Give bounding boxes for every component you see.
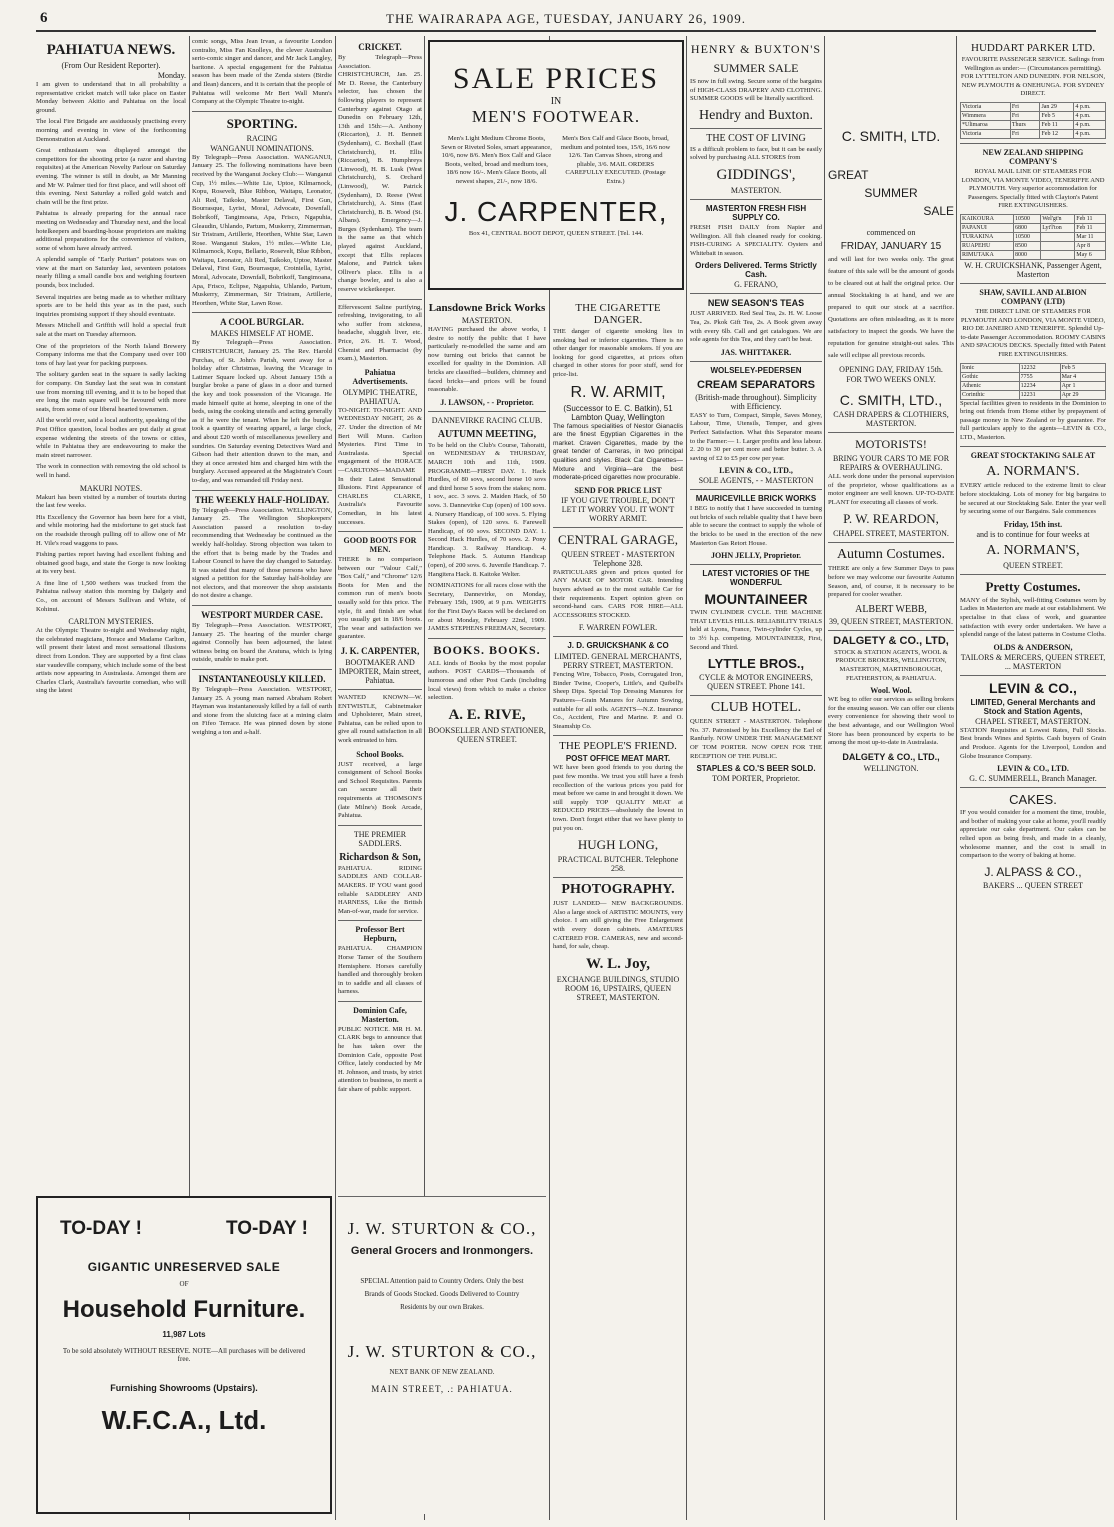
fish-orders: Orders Delivered. Terms Strictly Cash.	[695, 261, 817, 280]
news-paragraph: Messrs Mitchell and Griffith will hold a special fruit sale at the mart on Tuesday afternoon.	[36, 322, 186, 339]
column-4	[428, 298, 546, 1148]
makuri-paragraph: Fishing parties report having had excellent fishing and obtained good bags, and state the Gorge is now looking at its very best.	[36, 551, 186, 576]
dalgety-subtitle: STOCK & STATION AGENTS, WOOL & PRODUCE BROKERS, WELLINGTON, MASTERTON, MARTINBOROUGH, FEATHERSTON, & PAHIATUA.	[834, 648, 948, 682]
table-cell: 10500	[1013, 232, 1040, 241]
post-office-body: WE have been good friends to you during the past few months. We trust you still have a fresh recollection of the various prices you paid for meat before we came in and brought it down. We still supply TOP QUALITY MEAT at REDUCED PRICES—absolutely the lowest in town. Don't forget either that we have plenty to put you on.	[553, 764, 683, 832]
cakes-heading: CAKES.	[1009, 792, 1057, 808]
club-hotel-heading: CLUB HOTEL.	[710, 700, 802, 716]
column-3	[338, 38, 422, 1188]
summer-sale-heading: SUMMER SALE	[713, 61, 799, 75]
wanganui-heading: WANGANUI NOMINATIONS.	[210, 143, 314, 153]
gruickshank-name: J. D. GRUICKSHANK & CO	[567, 641, 669, 651]
sturton-body: SPECIAL Attention paid to Country Orders. Only the best Brands of Goods Stocked. Goods Delivered to Country Residents by our own Brakes.	[360, 1277, 524, 1311]
advertisements-heading: Pahiatua Advertisements.	[352, 367, 408, 386]
news-paragraph: The solitary garden seat in the square is sadly lacking for company. On Sunday last the seat was in constant use from morning till evening, and it is to be hoped that ere long the main square will be favoured with more seats, from some of our liberal hearted townsmen.	[36, 371, 186, 413]
column-rule	[686, 36, 687, 1520]
lyttle-subtitle: CYCLE & MOTOR ENGINEERS, QUEEN STREET. Phone 141.	[699, 673, 813, 692]
shaw-savill-heading: SHAW, SAVILL AND ALBION COMPANY (LTD)	[979, 287, 1087, 306]
joy-name: W. L. Joy,	[585, 955, 651, 972]
table-cell: Feb 5	[1040, 111, 1074, 120]
carlton-paragraph: At the Olympic Theatre to-night and Wednesday night, the celebrated magicians, Horace and Madame Carlton, will present their latest and most sensational illusions direct from London. They are supported by a first class star vaudeville company, which include some of the best artists now appearing in Australasia. Amongst them are Charles Clark, Australia's favourite comedian, who will sing the latest	[36, 627, 186, 695]
wfca-name: W.F.C.A., Ltd.	[101, 1405, 267, 1435]
good-boots-heading: GOOD BOOTS FOR MEN.	[343, 536, 417, 555]
today-right: TO-DAY !	[225, 1218, 308, 1239]
cricket-body: By Telegraph—Press Association. CHRISTCHURCH, Jan. 25. Mr D. Reese, the Canterbury selector, has chosen the following players to represent Canterbury against Otago at Dunedin on February 12th, 13th and 15th:—A. Anthony (Riccarton), J. H. Bennett (Sydenham), C. Boxhall (East Christchurch), H. Ellis (Riccarton), B. Humphreys (Linwood), H. B. Lusk (West Christchurch), S. Orchard (Linwood), W. Patrick (Sydenham), D. Reese (West Christchurch), A. Sims (East Christchurch), B. B. Wood (St. Albans). Emergency—J. Burges (Sydenham). The team is the same as that which played against Auckland, except that Ellis replaces Malone, and Patrick takes Olliver's place. Ellis is a change bowler, and is also a reserve wicketkeeper.	[338, 54, 422, 294]
news-paragraph: A splendid sample of "Early Puritan" potatoes was on view at the mart on Saturday last, seventeen potatoes nearly filling a small candle box and weighing fourteen pounds, box included.	[36, 256, 186, 290]
makuri-paragraph: A fine line of 1,500 wethers was trucked from the Pahiatua railway station this morning by Dalgety and Co., on account of Messrs Sullivan and White, of Kohinui.	[36, 579, 186, 613]
table-cell: Mar 11	[1075, 232, 1106, 241]
price-list-line: SEND FOR PRICE LIST	[574, 485, 662, 495]
cost-of-living-heading: THE COST OF LIVING	[706, 132, 806, 144]
books-body: ALL kinds of Books by the most popular authors. POST CARDS—Thousands of humorous and other Post Cards (including local views) from which to make a choice selection.	[428, 659, 546, 702]
cream-separators-subtitle: (British-made throughout). Simplicity with Efficiency.	[695, 392, 817, 411]
burglar-subheading: MAKES HIMSELF AT HOME.	[210, 329, 314, 339]
table-row	[961, 390, 1106, 399]
news-paragraph: Several inquiries are being made as to whether military sports are to be held this year as in the past, such inquiries promising support if they should eventuate.	[36, 293, 186, 318]
table-cell: Corinthic	[961, 390, 1020, 399]
table-cell: Fri	[1010, 129, 1040, 138]
mauriceville-heading: MAURICEVILLE BRICK WORKS	[695, 494, 817, 504]
dominion-cafe-body: PUBLIC NOTICE. MR H. M. CLARK begs to announce that he has taken over the Dominion Cafe, opposite Post Office, lately conducted by Mr H. Johnson, and trusts, by strict attention to business, to merit a fair share of public support.	[338, 1025, 422, 1094]
half-holiday-body: By Telegraph—Press Association. WELLINGTON, January 25. The Wellington Shopkeepers' Association passed a resolution to-day recommending that Wednesday be continued as the weekly half-holiday. Strong objection was taken to the effort that is being made by the Trades and Labour Council to have the day changed to Saturday. It was stated that many of those persons who have signed a petition for the Saturday half-holiday are not electors, and that moreover the shop assistants do not desire a change.	[192, 506, 332, 600]
victories-heading: LATEST VICTORIES OF THE WONDERFUL	[702, 569, 810, 588]
showrooms: Furnishing Showrooms (Upstairs).	[110, 1383, 258, 1393]
school-books-body: JUST received, a large consignment of School Books and School Requisites. Parents can secure all their requirements at THOMSON'S (late Milne's) Book Arcade, Pahiatua.	[338, 760, 422, 820]
table-row	[961, 381, 1106, 390]
wolseley-heading: WOLSELEY-PEDERSEN	[710, 365, 802, 375]
sporting-heading: SPORTING.	[226, 115, 298, 131]
of-word: OF	[179, 1280, 189, 1288]
albert-webb-name: ALBERT WEBB,	[855, 603, 927, 615]
levin-name: LEVIN & CO.,	[989, 679, 1077, 696]
table-cell: Lyt'l'ton	[1041, 223, 1075, 232]
gigantic-sale: GIGANTIC UNRESERVED SALE	[87, 1260, 281, 1274]
table-cell: Apr 1	[1060, 381, 1105, 390]
giddings-location: MASTERTON.	[730, 185, 782, 195]
table-cell: Thurs	[1010, 120, 1040, 129]
table-cell: Feb 11	[1040, 120, 1074, 129]
cigarette-heading: THE CIGARETTE DANGER.	[575, 302, 661, 326]
staples-beer: STAPLES & CO.'S BEER SOLD.	[696, 764, 816, 774]
commenced-on: commenced on	[866, 228, 916, 237]
armit-body: The famous specialities of Nestor Gianaclis are the finest Egyptian Cigarettes in the market. Craven Cigarettes, made by the great tender of Carreras, in two principal qualities and styles. Black Cat Cigarettes—Mixture and Virginia—are the best moderate-priced cigarettes now procurable.	[553, 422, 683, 482]
sturton-next: NEXT BANK OF NEW ZEALAND.	[389, 1368, 495, 1376]
henry-buxton-heading: HENRY & BUXTON'S	[690, 42, 822, 56]
garage-heading: CENTRAL GARAGE,	[557, 531, 679, 547]
summer-word: SUMMER	[864, 186, 918, 200]
huddart-body: FAVOURITE PASSENGER SERVICE. Sailings from Wellington as under:— (Circumstances permitting). FOR LYTTELTON AND DUNEDIN. FOR NELSON, NEW PLYMOUTH & ONEHUNGA. FOR SYDNEY DIRECT.	[960, 56, 1106, 98]
levin-subtitle: LIMITED, General Merchants and Stock and Station Agents,	[970, 697, 1096, 716]
column-2	[192, 38, 332, 1188]
column-rule	[956, 36, 957, 1520]
autumn-meeting-heading: AUTUMN MEETING,	[437, 428, 537, 440]
friday-january-15: FRIDAY, JANUARY 15	[840, 241, 942, 252]
price-list-worry: IF YOU GIVE TROUBLE, DON'T LET IT WORRY YOU. IT WON'T WORRY ARMIT.	[561, 495, 675, 523]
opening-day: OPENING DAY, FRIDAY 15th.	[839, 365, 943, 374]
sale-prices-ad	[428, 40, 684, 290]
ferano-signature: G. FERANO,	[734, 280, 778, 290]
table-cell: 8000	[1013, 250, 1040, 259]
reserve-note: To be sold absolutely WITHOUT RESERVE. NOTE—All purchases will be delivered free.	[62, 1347, 306, 1363]
armit-name: R. W. ARMIT,	[570, 383, 666, 401]
whittaker-signature: JAS. WHITTAKER.	[720, 347, 792, 357]
table-cell: May 6	[1075, 250, 1106, 259]
rive-name: A. E. RIVE,	[448, 706, 526, 723]
today-left: TO-DAY !	[60, 1218, 143, 1239]
henry-buxton-signature: Hendry and Buxton.	[699, 107, 813, 123]
burglar-heading: A COOL BURGLAR.	[220, 317, 304, 328]
school-books-heading: School Books.	[356, 749, 404, 759]
table-cell: PAPANUI	[961, 223, 1014, 232]
gruickshank-body: Fencing Wire, Tobacco, Posts, Corrugated Iron, Binder Twine, Cooper's, Little's, and Quibell's Sheep Dips. Special Top Dressing Manures for Pastures—Grain Manures for Autumn Sowing, suitable for all soils. AGENTS—N.Z. Insurance Co., Accident, Fire and Marine. P. and O. Steamship Co.	[553, 671, 683, 730]
levin-name-2: LEVIN & CO., LTD.	[997, 764, 1069, 774]
lansdowne-heading: Lansdowne Brick Works	[428, 302, 546, 314]
cream-separators-heading: CREAM SEPARATORS	[697, 378, 815, 391]
makuri-paragraph: His Excellency the Governor has been here for a visit, and while motoring had the misfortune to get stuck fast on the roadside through pulling off to allow one of Mr H. Vile's road waggons to pass.	[36, 513, 186, 547]
byline: (From Our Resident Reporter).	[61, 61, 161, 70]
burglar-body: By Telegraph—Press Association. CHRISTCHURCH, January 25. The Rev. Harold Purchas, of St. John's Parish, went away for a holiday after Christmas, leaving the Vicarage in Latimer Square locked up. About January 15th a burglar broke a pane of glass in a door and turned the key and took possession of the Vicarage. He made himself quite at home, sleeping in one of the beds, using the cooking utensils and acting generally as if he were the tenant. When he left the burglar took a quantity of wearing apparel, a large clock, and about £20 worth of miscellaneous jewellery and sundries. On Saturday evening Detectives Ward and Gibson had their attention drawn to the man, and they at once arrested him and charged him with the burglary. Accused appeared at the Magistrate's Court to-day, and was remanded till Friday next.	[192, 339, 332, 484]
nz-shipping-body: ROYAL MAIL LINE OF STEAMERS FOR LONDON, VIA MONTE VIDEO, TENERIFFE AND PLYMOUTH. Very superior accommodation for Passengers. Specially fitted with Clayton's Patent FIRE EXTINGUISHERS.	[961, 167, 1105, 210]
stocktaking-heading: GREAT STOCKTAKING SALE AT	[970, 451, 1096, 461]
nominations-body: NOMINATIONS for all races close with the Secretary, Dannevirke, on Monday, February 15th, 1909, at 9 p.m. WEIGHTS for the First Day's Races will be declared on or about Monday, February 22nd, 1909. JAMES STEPHENS FREEMAN, Secretary.	[428, 582, 546, 633]
norman-body: EVERY article reduced to the extreme limit to clear before stocktaking. Lots of money for big bargains to be secured at our Stocktaking Sale. Enter the year well by securing some of our Bargains. Sale commences	[960, 482, 1106, 516]
cost-of-living-body: IS a difficult problem to face, but it can be easily solved by purchasing ALL STORES from	[690, 145, 822, 162]
table-cell: Feb 11	[1075, 214, 1106, 223]
motorists-heading: MOTORISTS!	[855, 437, 927, 451]
sale-prices-right-list: Men's Box Calf and Glace Boots, broad, medium and pointed toes, 15/6, 16/6 now 12/6. Tan Canvas Shoes, strong and pliable, 3/6. MAIL ORDERS CAREFULLY EXECUTED. (Postage Extra.)	[560, 135, 671, 185]
news-paragraph: Pahiatua is already preparing for the annual race meeting on Wednesday and Thursday next, and the local hotelkeepers and boarding-house proprietors are making additional preparations for the convenience of visitors, some of whom have already arrived.	[36, 210, 186, 252]
masthead	[36, 10, 1096, 32]
column-6	[690, 38, 822, 1518]
dannevirke-heading: DANNEVIRKE RACING CLUB.	[431, 415, 543, 425]
table-cell: 6800	[1013, 223, 1040, 232]
good-boots-body: THERE is no comparison between our "Valour Calf," "Box Calf," and "Chrome" 12/6 Boots for Men and the common run of men's boots usually sold for this price. The style, fit and finish are what you usually get in 18/6 boots. The wear and satisfaction we guarantee.	[338, 556, 422, 641]
table-cell: 12234	[1019, 381, 1060, 390]
sale-prices-left-list: Men's Light Medium Chrome Boots, Sewn or Riveted Soles, smart appearance, 10/6, now 8/6. Men's Box Calf and Glace Boots, welted, broad and medium toes, 18/6 now 16/-. Men's Glace Boots, all newest shapes, 21/-, now 18/6.	[441, 135, 552, 185]
table-row	[961, 223, 1106, 232]
peoples-friend-heading: THE PEOPLE'S FRIEND.	[559, 740, 677, 753]
lansdowne-body: HAVING purchased the above works, I desire to notify the public that I have particularly re-modelled the same and am now turning out bricks that cannot be excelled for quality in the Dominion. All bricks are classified—builders, chimney and faced bricks—and prices will be found reasonable.	[428, 326, 546, 394]
pretty-costumes-body: MANY of the Stylish, well-fitting Costumes worn by Ladies in Masterton are made at our establishment. We specialise in that class of work, and guarantee satisfaction with every order undertaken. We have a splendid range of the latest patterns in Costume Cloths.	[960, 596, 1106, 639]
lansdowne-location: MASTERTON.	[461, 316, 513, 325]
gruickshank-subtitle: LIMITED. GENERAL MERCHANTS, PERRY STREET, MASTERTON.	[554, 652, 682, 671]
news-paragraph: Great enthusiasm was displayed amongst the competitors for the shooting prize (a razor and shaving requisites) at the American Novelty Parlour on Saturday evening. The winner is still in doubt, as Mr Manning and Mr W. Palmer tied for first place, and will shoot off this evening. Next Saturday a rolled gold watch and chain will be the first prize.	[36, 147, 186, 206]
fowler-signature: F. WARREN FOWLER.	[578, 623, 658, 633]
summerell-signature: G. C. SUMMERELL, Branch Manager.	[969, 774, 1097, 784]
column-8	[960, 38, 1106, 1520]
lawson-signature: J. LAWSON, - - Proprietor.	[440, 397, 534, 407]
table-cell: *Ulimaroa	[961, 120, 1011, 129]
pretty-costumes-heading: Pretty Costumes.	[985, 578, 1081, 594]
alpass-subtitle: BAKERS ... QUEEN STREET	[983, 880, 1083, 890]
teas-heading: NEW SEASON'S TEAS	[707, 298, 805, 309]
racing-subheading: RACING	[246, 133, 278, 143]
dalgety-name-2: DALGETY & CO., LTD.,	[842, 751, 940, 762]
dalgety-subtitle-2: WELLINGTON.	[863, 763, 919, 773]
shaw-savill-body: THE DIRECT LINE OF STEAMERS FOR PLYMOUTH AND LONDON, VIA MONTE VIDEO, RIO DE JANEIRO AND TENERIFFE. Splendid Up-to-date Passenger Accommodation. ROOMY CABINS AND SPACIOUS DECKS. Specially fitted with Patent FIRE EXTINGUISHERS.	[960, 307, 1106, 358]
table-cell: Gothic	[961, 372, 1020, 381]
mauriceville-body: I BEG to notify that I have succeeded in turning out bricks of such reliable quality that I have been able to secure the contract to supply the whole of the bricks to be used in the erection of the new Masterton Gas Retort House.	[690, 505, 822, 547]
mountaineer-heading: MOUNTAINEER	[704, 591, 808, 608]
makuri-heading: MAKURI NOTES.	[79, 483, 143, 493]
autumn-costumes-body: THERE are only a few Summer Days to pass before we may welcome our favourite Autumn Season, and, of course, it is necessary to be prepared for cooler weather.	[828, 565, 954, 599]
c-smith-subtitle: CASH DRAPERS & CLOTHIERS, MASTERTON.	[833, 410, 949, 428]
lyttle-name: LYTTLE BROS.,	[707, 656, 805, 672]
table-cell: Athenic	[961, 381, 1020, 390]
olds-anderson-subtitle: TAILORS & MERCERS, QUEEN STREET, ... MASTERTON	[960, 652, 1106, 671]
column-rule	[335, 36, 336, 1520]
news-paragraph: The work in connection with removing the old school is well in hand.	[36, 463, 186, 479]
mountaineer-body: TWIN CYLINDER CYCLE. THE MACHINE THAT LEVELS HILLS. RELIABILITY TRIALS held at Lyons, France, Twin-cylinder Cycles, up to 3½ h.p. competing. MOUNTAINEER, First, Second and Third.	[690, 609, 822, 651]
c-smith-name-2: C. SMITH, LTD.,	[839, 392, 943, 408]
makuri-body	[36, 494, 186, 615]
autumn-meeting-body: To be held on the Club's Course, Tahoraiti, on WEDNESDAY & THURSDAY, MARCH 10th and 11th, 1909. PROGRAMME—FIRST DAY. 1. Hack Hurdles, of 80 sovs, second horse 10 sovs and third horse 5 sovs from the stakes; nom. 1 sov., acc. 3 sovs. 2. Maiden Hack, of 50 sovs. 3. Dannevirke Cup (open) of 100 sovs. 4. Nursery Handicap, of 100 sovs. 5. Flying Stakes (open), of 120 sovs. 6. Farewell Handicap, of 60 sovs. SECOND DAY. 1. Second Hack Hurdles, of 70 sovs. 2. Pony Handicap. 3. Railway Handicap. 4. Telephone Hack. 5. Autumn Handicap (open), of 200 sovs. 6. Juvenile Handicap. 7. Hangitera Hack. 8. Kaitoke Welter.	[428, 441, 546, 578]
post-office-meat-mart: POST OFFICE MEAT MART.	[565, 754, 671, 764]
table-cell: 10500	[1013, 214, 1040, 223]
norman-name-2: A. NORMAN'S,	[986, 542, 1080, 558]
carpenter-subtitle: BOOTMAKER AND IMPORTER, Main street, Pahiatua.	[338, 658, 422, 686]
friday-15th: Friday, 15th inst.	[1003, 519, 1063, 529]
albert-webb-subtitle: 39, QUEEN STREET, MASTERTON.	[828, 616, 954, 626]
hepburn-body: PAHIATUA. CHAMPION Horse Tamer of the Southern Hemisphere. Horses carefully handled and thoroughly broken in to saddle and all classes of harness.	[338, 945, 422, 996]
cakes-body: IF you would consider for a moment the time, trouble, and bother of making your cake at home, you'll readily appreciate our cake department. Our cakes can be relied upon as being fresh, and made in a cleanly, wholesome manner, and the cost is small in comparison to the worry of baking at home.	[960, 809, 1106, 860]
news-paragraph: All the world over, said a local authority, speaking of the Post Office question, local bodies are put daily at great expense widening the streets of the towns or cities, while in Pahiatua they are endeavouring to make the main street narrower.	[36, 417, 186, 459]
table-cell: Feb 11	[1075, 223, 1106, 232]
porter-signature: TOM PORTER, Proprietor.	[712, 774, 800, 784]
sale-word: SALE	[923, 204, 954, 218]
table-cell: 4 p.m.	[1074, 129, 1106, 138]
saddlers-heading: THE PREMIER SADDLERS.	[353, 829, 407, 848]
reardon-name: P. W. REARDON,	[843, 511, 939, 527]
dalgety-name: DALGETY & CO., LTD,	[833, 634, 949, 647]
sale-prices-in: IN	[550, 96, 562, 107]
richardson-name: Richardson & Son,	[339, 851, 421, 863]
norman-footer: and is to continue for four weeks at	[976, 529, 1090, 539]
half-holiday-heading: THE WEEKLY HALF-HOLIDAY.	[194, 494, 330, 505]
table-cell: Victoria	[961, 129, 1011, 138]
table-cell: 4 p.m.	[1074, 102, 1106, 111]
table-row	[961, 129, 1106, 138]
dateline: Monday.	[157, 71, 186, 80]
cigarette-body: THE danger of cigarette smoking lies in smoking bad or inferior cigarettes. There is no other danger for reasonable smokers. If you are looking for good cigarettes, at prices often charged in other stores for poor stuff, send for price-list.	[553, 328, 683, 378]
huddart-sailings-table	[960, 102, 1106, 139]
wanganui-body: By Telegraph—Press Association. WANGANUI, January 25. The following nominations have been received by the Wanganui Jockey Club:— Wanganui Cup, 1½ miles.—White Lie, Uptoe, Kilmarnock, Kopu, Rosevelt, Blue Ribbon, Waitapu, Leonator, Ali Red, Taikoko, Master Delaval, First Gun, Bourrasque, Lyrist, Moral, Advocate, Downfall, Bobrikoff, Tangimoana, Apa, Frisco, Ngapuhia, Gleaudin, Uhlando, Partum, Muskerry, Zimmerman, Sir Tristram, Artillerie, Heorthen, White Star, Lawn Rose. Wanganui Stakes, 1½ miles.—White Lie, Kilmarnock, Kopu, Bellario, Rosevelt, Blue Ribbon, Waitapu, Leonator, Ali Red, Taikoko, Uptoe, Master Delaval, First Gun, Bourrasque, Croiniella, Lyrist, Moral, Advocate, Downfall, Bobrikoff, Tangimoana, Apa, Frisco, Eclipse, Ngapuhia, Uhlando, Partum, Muskerry, Zimmerman, Sir Tristram, Artillerie, Heorthen, White Star, Lawn Rose.	[192, 153, 332, 307]
lots-count: 11,987 Lots	[162, 1330, 206, 1339]
pahiatua-news-heading: PAHIATUA NEWS.	[46, 42, 176, 58]
table-cell: 12231	[1019, 390, 1060, 399]
garage-body: PARTICULARS given and prices quoted for ANY MAKE OF MOTOR CAR. Intending buyers advised as to the most suitable Car for their requirements. Expert opinion given on second-hand cars. CARS FOR HIRE—ALL ACCESSORIES STOCKED.	[553, 568, 683, 619]
reardon-subtitle: CHAPEL STREET, MASTERTON.	[833, 529, 949, 539]
table-cell: 8500	[1013, 241, 1040, 250]
great-word: GREAT	[828, 168, 869, 182]
hugh-long-subtitle: PRACTICAL BUTCHER. Telephone 258.	[557, 855, 679, 874]
pahiatua-news-body	[36, 81, 186, 481]
photography-heading: PHOTOGRAPHY.	[561, 882, 675, 898]
shaw-savill-table	[960, 363, 1106, 400]
huddart-heading: HUDDART PARKER LTD.	[971, 42, 1095, 54]
table-cell: 4 p.m.	[1074, 120, 1106, 129]
news-paragraph: One of the proprietors of the North Island Brewery Company informs me that the Company used over 100 tons of hay last year for packing purposes.	[36, 342, 186, 367]
carlton-continued: comic songs, Miss Jean Irvan, a favourite London contralto, Miss Fan Knolleys, the clever Australian serio-comic singer and dancer, and Mr Jack Langley, baritone. A special engagement for the Pahiatua season has been made of the Zenda sisters (Birdie and Ilean) dancers, and it is certain that the people of Pahiatua will welcome Mr Bert Wall Munn's Company at the Olympic Theatre to-night.	[192, 38, 332, 106]
table-cell: TURAKINA	[961, 232, 1014, 241]
photography-body: JUST LANDED— NEW BACKGROUNDS. Also a large stock of ARTISTIC MOUNTS, very choice. I am still giving the Free Enlargement with every dozen cabinets. AMATEURS CATERED FOR. CAMERAS, new and second-hand, for sale, cheap.	[553, 900, 683, 951]
nz-shipping-heading: NEW ZEALAND SHIPPING COMPANY'S	[982, 147, 1084, 166]
levin-agents-subtitle: SOLE AGENTS, - - MASTERTON	[698, 476, 814, 486]
column-rule	[824, 36, 825, 1520]
books-heading: BOOKS. BOOKS.	[433, 642, 541, 657]
wool-body: WE beg to offer our services as selling brokers for the ensuing season. We can offer our clients every convenience for showing their wool to the best advantage, and our Wellington Wool Store has been pronounced by experts to be among the most up-to-date in Australasia.	[828, 696, 954, 747]
two-weeks-only: FOR TWO WEEKS ONLY.	[846, 375, 936, 384]
column-5	[553, 298, 683, 1518]
table-cell: Apr 8	[1075, 241, 1106, 250]
table-row	[961, 241, 1106, 250]
table-cell: 7755	[1019, 372, 1060, 381]
westport-body: By Telegraph—Press Association. WESTPORT, January 25. The hearing of the murder charge against Connolly has been adjourned, the latest witness being on board the Aratuna, which is lying outside, unable to make port.	[192, 622, 332, 664]
news-paragraph: I am given to understand that in all probability a representative cricket match will take place on Easter Monday between Akitio and Pahiatua on the local ground.	[36, 81, 186, 114]
table-row	[961, 102, 1106, 111]
autumn-costumes-heading: Autumn Costumes.	[836, 547, 946, 563]
levin-agents: LEVIN & CO., LTD.,	[719, 466, 793, 476]
makuri-paragraph: Makuri has been visited by a number of tourists during the last few weeks.	[36, 493, 186, 510]
giddings-name: GIDDINGS',	[716, 166, 796, 183]
table-cell: Fri	[1010, 111, 1040, 120]
alpass-name: J. ALPASS & CO.,	[984, 864, 1082, 879]
effervescent-ad: Effervescent Saline purifying, refreshing, invigorating, to all who suffer from sickness, headache, sluggish liver, etc. Price, 2/6. H. T. Wood, Chemist and Pharmacist (by exam.), Masterton.	[338, 303, 422, 363]
table-cell: Apr 29	[1060, 390, 1105, 399]
table-row	[961, 232, 1106, 241]
table-cell: Fri	[1010, 102, 1040, 111]
cricket-heading: CRICKET.	[358, 42, 402, 52]
table-cell: Wimmera	[961, 111, 1011, 120]
sturton-street: MAIN STREET, .: PAHIATUA.	[371, 1384, 513, 1394]
cruickshank-agent: W. H. CRUICKSHANK, Passenger Agent, Masterton	[964, 260, 1102, 279]
page-number: 6	[40, 10, 49, 26]
fish-supply-heading: MASTERTON FRESH FISH SUPPLY CO.	[705, 203, 807, 222]
carpenter-name: J. K. CARPENTER,	[340, 646, 420, 657]
carlton-body	[36, 627, 186, 696]
carpenter-address: Box 41, CENTRAL BOOT DEPOT, QUEEN STREET. [Tel. 144.	[468, 229, 644, 237]
table-cell: Wel'gt'n	[1041, 214, 1075, 223]
c-smith-sale-body: and will last for two weeks only. The great feature of this sale will be the amount of goods to be cleared out at half the original price. Our annual Stocktaking is at hand, and we are prepared to quit our stock at a sacrifice. Quotations are often misleading, as it is more satisfactory to inspect the goods. We have the reputation for genuine straight-out sales. This sale will eclipse all previous records.	[828, 256, 954, 359]
levin-body: STATION Requisites at Lowest Rates, Full Stocks. Best brands Wines and Spirits. Cash buyers of Grain and Produce. Agents for the Liverpool, London and Globe Insurance Company.	[960, 726, 1106, 760]
wool-heading: Wool. Wool.	[870, 686, 912, 696]
table-cell: Mar 4	[1060, 372, 1105, 381]
table-cell: 12232	[1019, 363, 1060, 372]
nz-shipping-table	[960, 214, 1106, 260]
olds-anderson-name: OLDS & ANDERSON,	[993, 642, 1073, 652]
killed-heading: INSTANTANEOUSLY KILLED.	[198, 674, 326, 685]
column-7	[828, 38, 954, 1518]
sturton-ad	[338, 1196, 546, 1514]
motorists-subtitle: BRING YOUR CARS TO ME FOR REPAIRS & OVERHAULING.	[832, 454, 950, 472]
table-cell: Feb 12	[1040, 129, 1074, 138]
table-cell: RIMUTAKA	[961, 250, 1014, 259]
sale-prices-title: SALE PRICES	[452, 62, 660, 95]
cream-separators-body: EASY to Turn, Compact, Simple, Saves Money, Labour, Time, Utensils, Temper, and gives Perfect Satisfaction. What this Separator means to the Farmer:— 1. Larger profits and less labour. 2. 20 to 30 per cent more and better butter. 3. A saving of £2 to £5 per cow per year.	[690, 411, 822, 462]
table-cell: Jan 29	[1040, 102, 1074, 111]
sturton-name: J. W. STURTON & CO.,	[347, 1219, 537, 1238]
furniture-sale-ad	[36, 1196, 332, 1514]
teas-body: JUST ARRIVED. Red Seal Tea, 2s. H. W. Loose Tea, 2s. Pkok Gift Tea, 2s. A Book given away with every 6lb. Call and get catalogues. We are sole agents for this Tea, and they can't be beat.	[690, 310, 822, 344]
levin-location: CHAPEL STREET, MASTERTON.	[975, 716, 1091, 726]
table-cell: KAIKOURA	[961, 214, 1014, 223]
sale-prices-subtitle: MEN'S FOOTWEAR.	[471, 107, 641, 126]
table-row	[961, 363, 1106, 372]
olympic-heading: OLYMPIC THEATRE, PAHIATUA.	[342, 387, 418, 406]
dominion-cafe-heading: Dominion Cafe, Masterton.	[353, 1005, 407, 1024]
norman-subtitle: QUEEN STREET.	[1003, 560, 1063, 570]
rive-subtitle: BOOKSELLER AND STATIONER, QUEEN STREET.	[428, 725, 546, 744]
fish-supply-body: FRESH FISH DAILY from Napier and Wellington. All fish cleaned ready for cooking. FISH-CURING A SPECIALITY. Oysters and Whitebait in season.	[690, 223, 822, 257]
garage-subtitle: QUEEN STREET - MASTERTON Telephone 328.	[561, 549, 675, 568]
hepburn-name: Professor Bert Hepburn,	[355, 925, 405, 944]
carpenter-name-large: J. CARPENTER,	[444, 195, 668, 227]
table-cell	[1041, 232, 1075, 241]
table-row	[961, 111, 1106, 120]
sturton-subtitle: General Grocers and Ironmongers.	[350, 1245, 534, 1257]
hugh-long-name: HUGH LONG,	[577, 837, 659, 853]
table-cell: RUAPEHU	[961, 241, 1014, 250]
joy-subtitle: EXCHANGE BUILDINGS, STUDIO ROOM 16, UPSTAIRS, QUEEN STREET, MASTERTON.	[556, 974, 680, 1002]
motorists-body: ALL work done under the personal supervision of the proprietor, whose qualifications as a motor engineer are well known. UP-TO-DATE PLANT for executing all classes of work.	[828, 473, 954, 506]
westport-heading: WESTPORT MURDER CASE.	[201, 610, 323, 621]
killed-body: By Telegraph—Press Association. WESTPORT, January 25. A young man named Abraham Robert Hayman was instantaneously killed by a fall of earth and stone from the sluicing face at a mining claim on Fifeo Terrace. He was pinned down by stone weighing a ton and a-half.	[192, 686, 332, 736]
table-row	[961, 214, 1106, 223]
sturton-name-2: J. W. STURTON & CO.,	[347, 1342, 537, 1361]
table-cell: 4 p.m.	[1074, 111, 1106, 120]
column-1	[36, 38, 186, 1188]
henry-buxton-body: IS now in full swing. Secure some of the bargains of HIGH-CLASS DRAPERY AND CLOTHING. SUMMER GOODS will be literally sacrificed.	[690, 78, 822, 103]
newspaper-title: THE WAIRARAPA AGE, TUESDAY, JANUARY 26, 1909.	[386, 11, 746, 26]
entwistle-ad: WANTED KNOWN—W. ENTWISTLE, Cabinetmaker and Upholsterer, Main street, Pahiatua, can be relied upon to give all round satisfaction in all work entrusted to him.	[338, 694, 422, 744]
armit-subtitle: (Successor to E. C. Batkin), 51 Lambton Quay, Wellington	[563, 403, 673, 422]
table-cell: Victoria	[961, 102, 1011, 111]
table-row	[961, 372, 1106, 381]
c-smith-name: C. SMITH, LTD.	[841, 128, 941, 144]
table-cell	[1041, 241, 1075, 250]
shaw-savill-footer: Special facilities given to residents in the Dominion to bring out friends from Home either by prepayment of passage money in New Zealand or by guarantee. For full particulars apply to the agents—LEVIN & CO., LTD., Masterton.	[960, 399, 1106, 441]
carlton-heading: CARLTON MYSTERIES.	[68, 617, 154, 627]
table-row	[961, 120, 1106, 129]
olympic-body: TO-NIGHT. TO-NIGHT. AND WEDNESDAY NIGHT, 26 & 27. Under the direction of Mr Bert Will Munn. Carlton Mysteries. First Time in Australasia. Special engagement of the HORACE—CARLTONS—MADAME In their Latest Sensational Illusions. First Appearance of CHARLES CLARKE, Australia's Favourite Comedian, in his latest successes.	[338, 406, 422, 526]
richardson-body: PAHIATUA. RIDING SADDLES AND COLLAR-MAKERS. IF YOU want good reliable SADDLERY AND HARNESS, Like the British Man-of-war, made for service.	[338, 864, 422, 915]
table-cell: Feb 5	[1060, 363, 1105, 372]
household-furniture: Household Furniture.	[62, 1296, 306, 1323]
norman-name: A. NORMAN'S.	[986, 464, 1080, 480]
news-paragraph: The local Fire Brigade are assiduously practising every morning and evening in view of the forthcoming Demonstration at Auckland.	[36, 118, 186, 143]
table-cell: Ionic	[961, 363, 1020, 372]
table-row	[961, 250, 1106, 259]
jelly-signature: JOHN JELLY, Proprietor.	[710, 551, 802, 561]
table-cell	[1041, 250, 1075, 259]
club-hotel-body: QUEEN STREET - MASTERTON. Telephone No. 37. Patronised by his Excellency the Earl of Ranfurly. NOW UNDER THE MANAGEMENT OF TOM PORTER. NOW OPEN FOR THE RECEPTION OF THE PUBLIC.	[690, 718, 822, 760]
